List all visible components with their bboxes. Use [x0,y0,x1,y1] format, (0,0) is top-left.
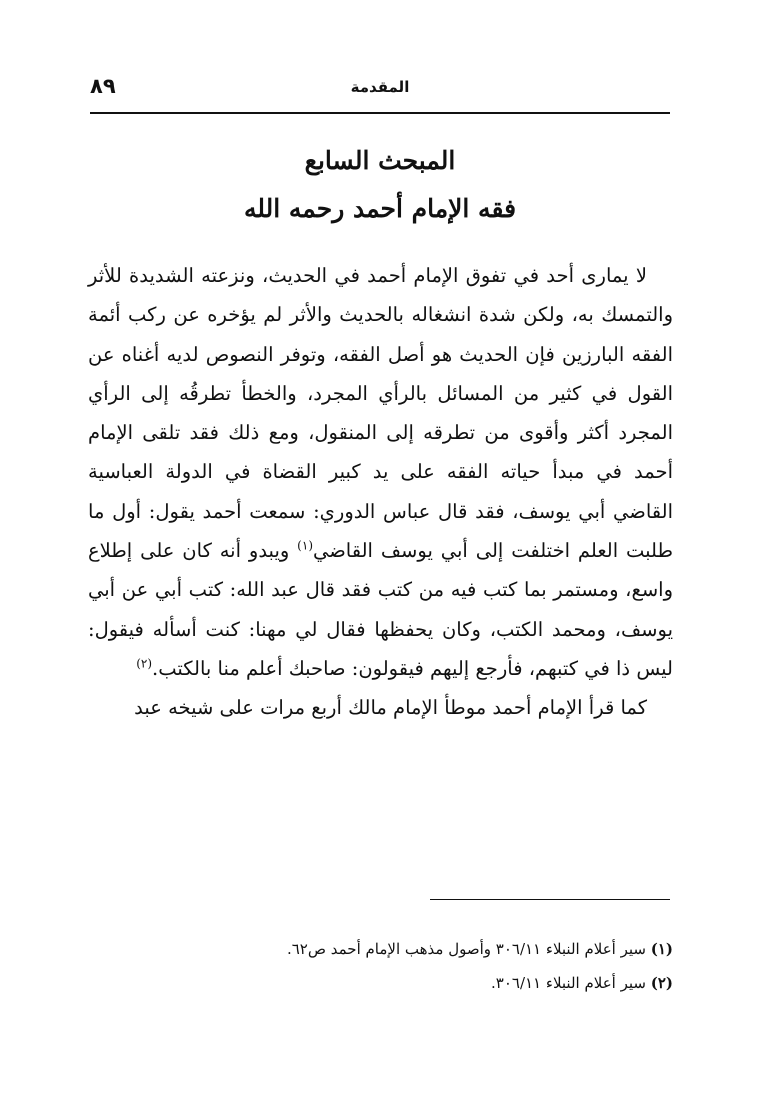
footnote-2-number: (٢) [650,974,673,992]
paragraph-1-text-continued: ويبدو أنه كان على إطلاع واسع، ومستمر بما كتب فيه من كتب فقد قال عبد الله: كتب أبي عن أبي يوسف، ومحمد الكتب، وكان يحفظها فقال لي مهنا: كنت أسأله فيقول: ليس ذا في كتبهم، فأرجع إليهم فيقولون: صاحبك أعلم منا بالكتب. [88,539,673,680]
footnote-2-text: سير أعلام النبلاء ٣٠٦/١١. [491,974,651,992]
footnote-2 [88,966,673,1000]
paragraph-1-text: لا يمارى أحد في تفوق الإمام أحمد في الحديث، ونزعته الشديدة للأثر والتمسك به، ولكن شدة انشغاله بالحديث والأثر لم يؤخره عن ركب أئمة الفقه البارزين فإن الحديث هو أصل الفقه، وتوفر النصوص لديه أغناه عن القول في كثير من المسائل بالرأي المجرد، والخطأ تطرقُه إلى الرأي المجرد أكثر وأقوى من تطرقه إلى المنقول، ومع ذلك فقد تلقى الإمام أحمد في مبدأ حياته الفقه على يد كبير القضاة في الدولة العباسية القاضي أبي يوسف، فقد قال عباس الدوري: سمعت أحمد يقول: أول ما طلبت العلم اختلفت إلى أبي يوسف القاضي [88,264,673,563]
footnotes [88,932,673,1000]
page-number: ٨٩ [90,74,116,98]
footnote-1 [88,932,673,966]
footnote-1-text: سير أعلام النبلاء ٣٠٦/١١ وأصول مذهب الإمام أحمد ص٦٢. [286,940,651,958]
paragraph-2-text: كما قرأ الإمام أحمد موطأ الإمام مالك أربع مرات على شيخه عبد [134,696,647,720]
footnote-ref-1: (١) [297,538,313,553]
paragraph-2 [88,688,673,727]
page-header [90,74,670,104]
running-title: المقدمة [350,78,410,96]
paragraph-1 [88,256,673,688]
body-text [88,256,673,728]
footnote-1-number: (١) [650,940,673,958]
header-rule [90,112,670,114]
footnote-rule [430,899,670,900]
footnote-ref-2: (٢) [136,656,153,671]
section-heading: المبحث السابع [304,146,456,175]
section-subheading: فقه الإمام أحمد رحمه الله [243,194,517,223]
